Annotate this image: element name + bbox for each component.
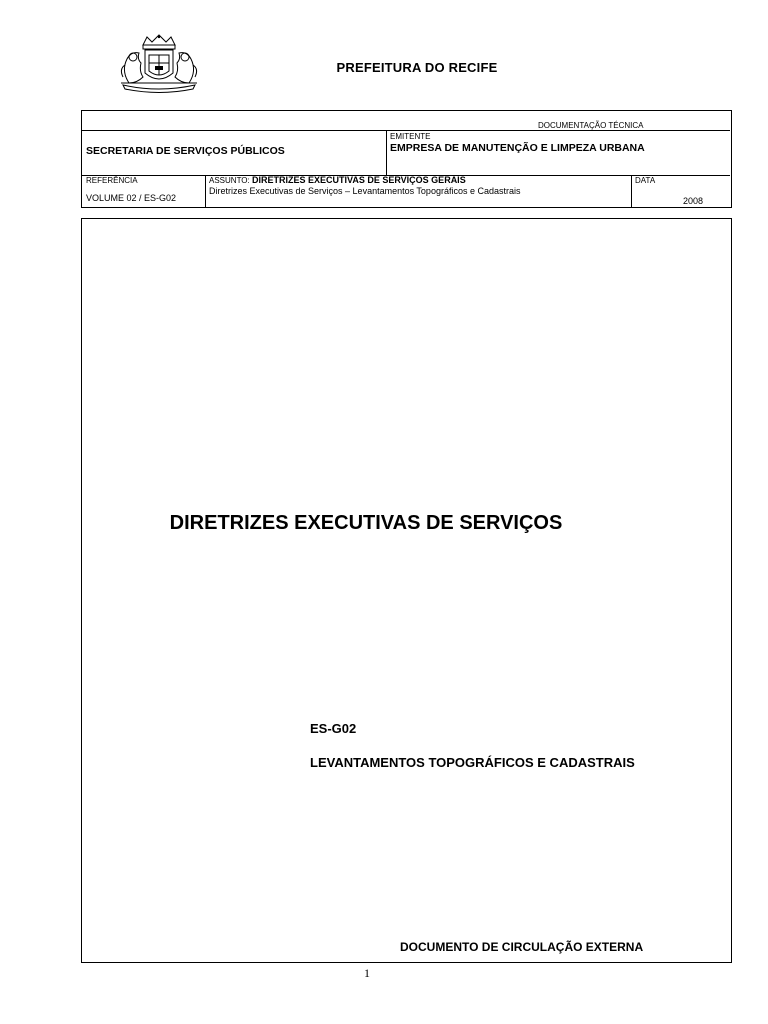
department-name: SECRETARIA DE SERVIÇOS PÚBLICOS (86, 145, 285, 157)
document-subject: LEVANTAMENTOS TOPOGRÁFICOS E CADASTRAIS (310, 755, 635, 770)
assunto-label: ASSUNTO: (209, 176, 250, 185)
organization-title: PREFEITURA DO RECIFE (336, 60, 498, 75)
content-frame (81, 218, 732, 963)
doc-type-label: DOCUMENTAÇÃO TÉCNICA (538, 121, 644, 130)
referencia-value: VOLUME 02 / ES-G02 (86, 193, 177, 203)
column-divider (631, 175, 632, 207)
data-label: DATA (635, 176, 656, 185)
document-code: ES-G02 (310, 721, 357, 736)
page-number: 1 (364, 966, 370, 980)
referencia-label: REFERÊNCIA (86, 176, 138, 185)
document-title: DIRETRIZES EXECUTIVAS DE SERVIÇOS (169, 512, 563, 534)
circulation-notice: DOCUMENTO DE CIRCULAÇÃO EXTERNA (400, 940, 644, 954)
data-value: 2008 (683, 196, 704, 206)
column-divider (205, 175, 206, 207)
row-divider (82, 130, 730, 131)
assunto-detail: Diretrizes Executivas de Serviços – Levantamentos Topográficos e Cadastrais (209, 186, 521, 196)
emitente-value: EMPRESA DE MANUTENÇÃO E LIMPEZA URBANA (390, 142, 645, 154)
header-table (81, 110, 732, 208)
emitente-label: EMITENTE (390, 132, 431, 141)
column-divider (386, 130, 387, 175)
assunto-value: DIRETRIZES EXECUTIVAS DE SERVIÇOS GERAIS (251, 175, 466, 185)
